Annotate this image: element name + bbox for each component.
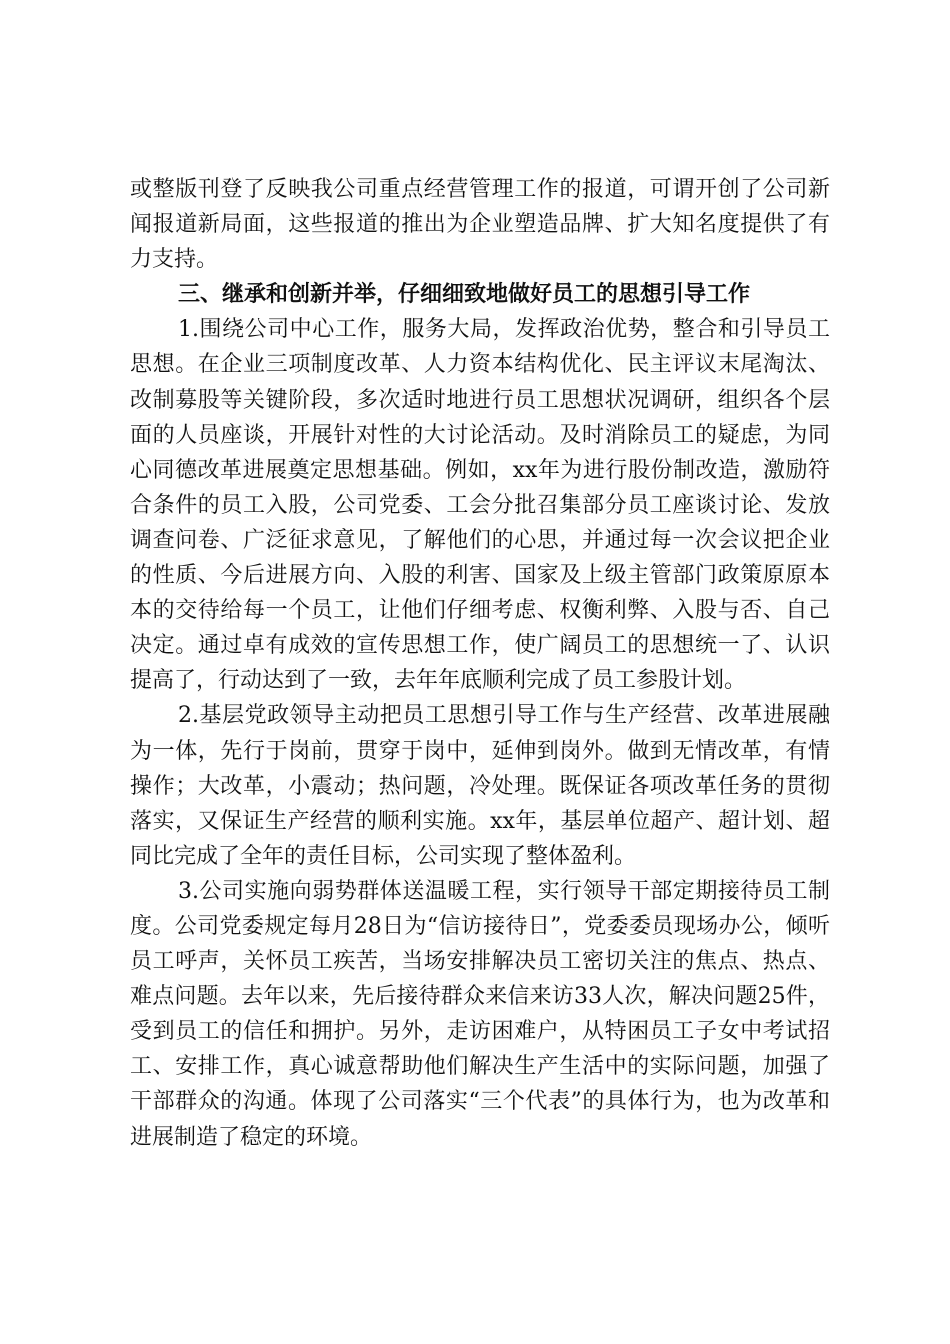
paragraph-item-3: 3.公司实施向弱势群体送温暖工程，实行领导干部定期接待员工制度。公司党委规定每月28日为“信访接待日”，党委委员现场办公，倾听员工呼声，关怀员工疾苦，当场安排解决员工密切关注的焦点、热点、难点问题。去年以来，先后接待群众来信来访33人次，解决问题25件，受到员工的信任和拥护。另外，走访困难户，从特困员工子女中考试招工、安排工作，真心诚意帮助他们解决生产生活中的实际问题，加强了干部群众的沟通。体现了公司落实“三个代表”的具体行为，也为改革和进展制造了稳定的环境。 — [130, 878, 830, 1150]
paragraph-continuation: 或整版刊登了反映我公司重点经营管理工作的报道，可谓开创了公司新闻报道新局面，这些报道的推出为企业塑造品牌、扩大知名度提供了有力支持。 — [130, 177, 830, 273]
paragraph-item-2: 2.基层党政领导主动把员工思想引导工作与生产经营、改革进展融为一体，先行于岗前，贯穿于岗中，延伸到岗外。做到无情改革，有情操作；大改革，小震动；热问题，冷处理。既保证各项改革任务的贯彻落实，又保证生产经营的顺利实施。xx年，基层单位超产、超计划、超同比完成了全年的责任目标，公司实现了整体盈利。 — [130, 703, 830, 869]
section-heading: 三、继承和创新并举，仔细细致地做好员工的思想引导工作 — [178, 281, 751, 308]
document-page — [130, 172, 830, 1155]
paragraph-item-1: 1.围绕公司中心工作，服务大局，发挥政治优势，整合和引导员工思想。在企业三项制度改革、人力资本结构优化、民主评议末尾淘汰、改制募股等关键阶段，多次适时地进行员工思想状况调研，组织各个层面的人员座谈，开展针对性的大讨论活动。及时消除员工的疑虑，为同心同德改革进展奠定思想基础。例如，xx年为进行股份制改造，激励符合条件的员工入股，公司党委、工会分批召集部分员工座谈讨论、发放调查问卷、广泛征求意见，了解他们的心思，并通过每一次会议把企业的性质、今后进展方向、入股的利害、国家及上级主管部门政策原原本本的交待给每一个员工，让他们仔细考虑、权衡利弊、入股与否、自己决定。通过卓有成效的宣传思想工作，使广阔员工的思想统一了、认识提高了，行动达到了一致，去年年底顺利完成了员工参股计划。 — [130, 317, 830, 694]
